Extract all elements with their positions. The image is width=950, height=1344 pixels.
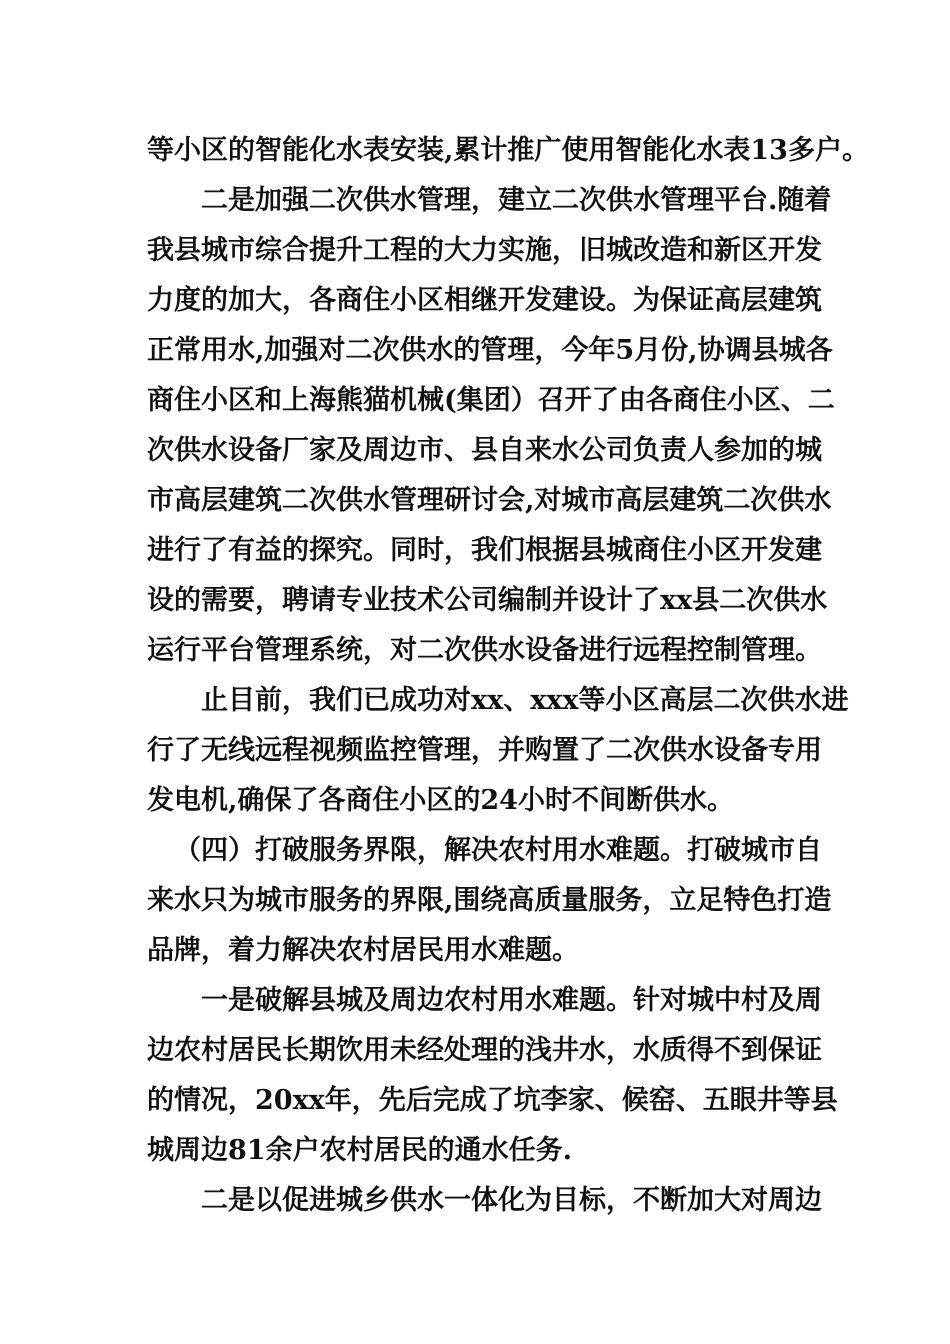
text-line: 等小区的智能化水表安装,累计推广使用智能化水表13多户。 <box>147 135 869 166</box>
text-line: 我县城市综合提升工程的大力实施，旧城改造和新区开发 <box>147 235 822 266</box>
text-line: 品牌，着力解决农村居民用水难题。 <box>147 935 579 966</box>
text-line: 来水只为城市服务的界限,围绕高质量服务，立足特色打造 <box>147 885 832 916</box>
text-line: 发电机,确保了各商住小区的24小时不间断供水。 <box>147 785 734 816</box>
text-line: 止目前，我们已成功对xx、xxx等小区高层二次供水进 <box>201 685 849 716</box>
text-line: 市高层建筑二次供水管理研讨会,对城市高层建筑二次供水 <box>147 485 832 516</box>
text-line: 城周边81余户农村居民的通水任务. <box>147 1135 572 1166</box>
text-line: 力度的加大，各商住小区相继开发建设。为保证高层建筑 <box>147 285 822 316</box>
text-line: 的情况，20xx年，先后完成了坑李家、候窑、五眼井等县 <box>147 1085 838 1116</box>
text-line: 进行了有益的探究。同时，我们根据县城商住小区开发建 <box>147 535 822 566</box>
text-line: 运行平台管理系统，对二次供水设备进行远程控制管理。 <box>147 635 822 666</box>
text-line: 二是加强二次供水管理，建立二次供水管理平台.随着 <box>201 185 832 216</box>
text-line: 设的需要，聘请专业技术公司编制并设计了xx县二次供水 <box>147 585 828 616</box>
text-line: 二是以促进城乡供水一体化为目标，不断加大对周边 <box>201 1185 822 1216</box>
text-line: 商住小区和上海熊猫机械(集团）召开了由各商住小区、二 <box>147 385 835 416</box>
text-line: 正常用水,加强对二次供水的管理，今年5月份,协调县城各 <box>147 335 833 366</box>
text-line: 行了无线远程视频监控管理，并购置了二次供水设备专用 <box>147 735 822 766</box>
text-line: （四）打破服务界限，解决农村用水难题。打破城市自 <box>174 835 822 866</box>
text-line: 次供水设备厂家及周边市、县自来水公司负责人参加的城 <box>147 435 822 466</box>
text-line: 边农村居民长期饮用未经处理的浅井水，水质得不到保证 <box>147 1035 822 1066</box>
text-line: 一是破解县城及周边农村用水难题。针对城中村及周 <box>201 985 822 1016</box>
